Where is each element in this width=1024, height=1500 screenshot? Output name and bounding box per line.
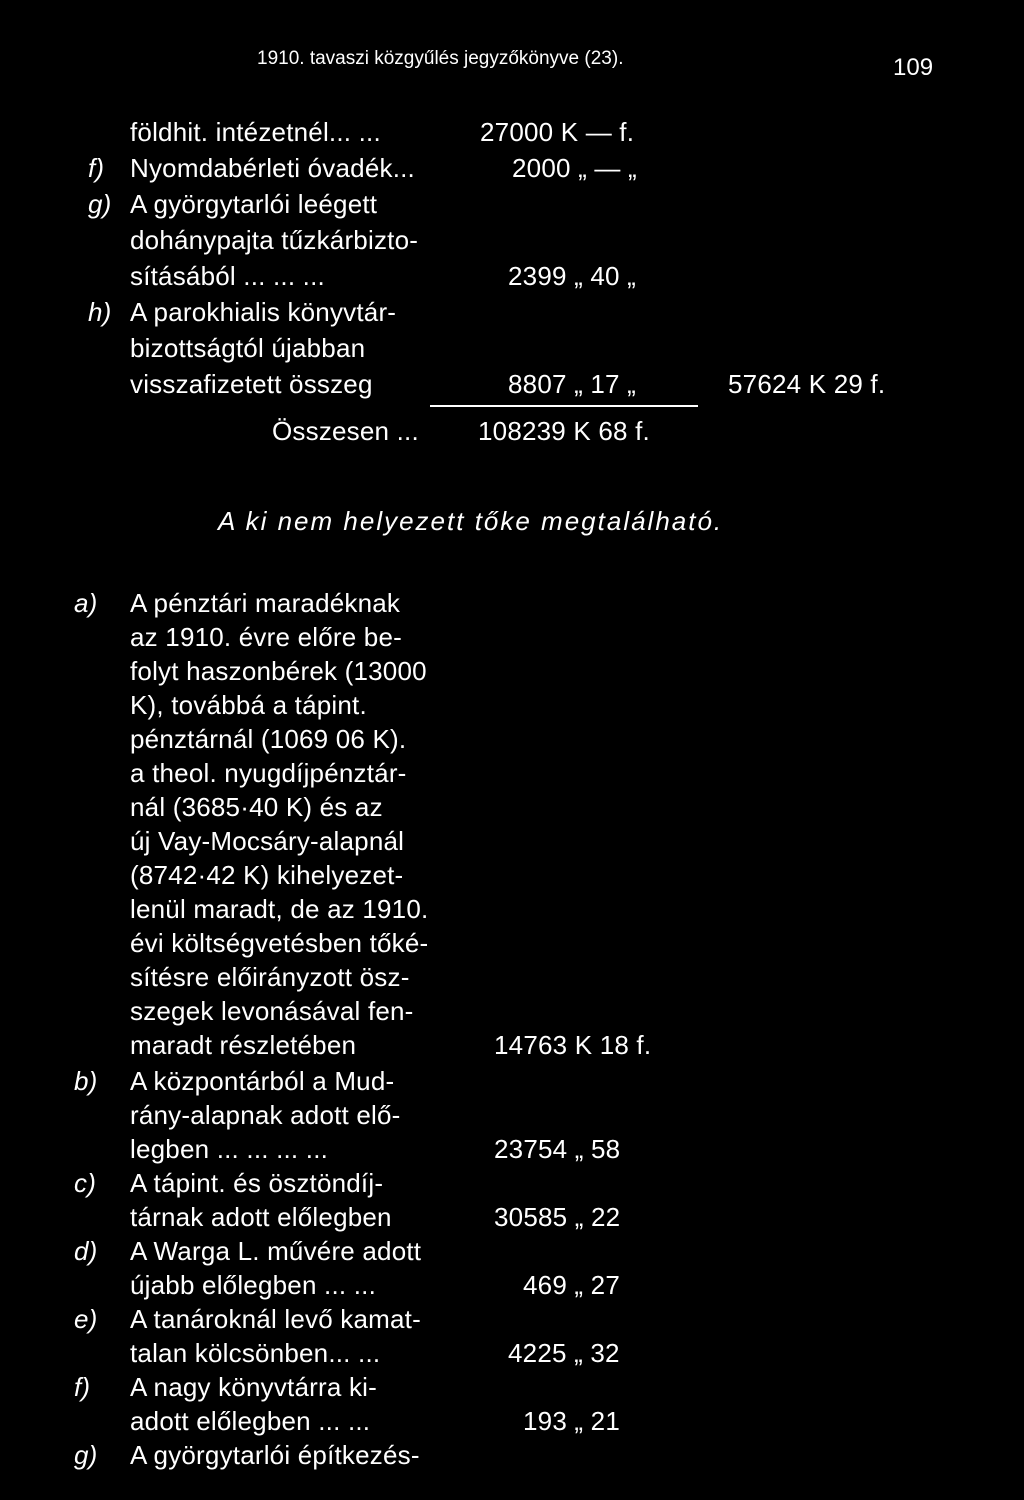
item-label: a) [74, 588, 98, 618]
row-amount: 30585 „ 22 [494, 1202, 621, 1232]
row-amount: 193 „ 21 [523, 1406, 621, 1436]
item-label: f) [88, 153, 105, 183]
row-text: szegek levonásával fen- [130, 996, 414, 1026]
row-text: A tápint. és ösztöndíj- [130, 1168, 384, 1198]
subtotal-amount: 57624 K 29 f. [728, 369, 886, 399]
row-text: K), továbbá a tápint. [130, 690, 367, 720]
item-label: f) [74, 1372, 91, 1402]
row-text: évi költségvetésben tőké- [130, 928, 429, 958]
row-text: maradt részletében [130, 1030, 357, 1060]
row-text: a theol. nyugdíjpénztár- [130, 758, 407, 788]
row-text: A parokhialis könyvtár- [130, 297, 397, 327]
row-text: sításából ... ... ... [130, 261, 325, 291]
row-amount: 4225 „ 32 [508, 1338, 620, 1368]
row-text: adott előlegben ... ... [130, 1406, 371, 1436]
row-text: legben ... ... ... ... [130, 1134, 329, 1164]
row-text: A központárból a Mud- [130, 1066, 395, 1096]
row-text: A Warga L. művére adott [130, 1236, 422, 1266]
row-text: talan kölcsönben... ... [130, 1338, 381, 1368]
row-text: újabb előlegben ... ... [130, 1270, 377, 1300]
section-heading: A ki nem helyezett tőke megtalálható. [218, 506, 724, 536]
row-text: sítésre előirányzott ösz- [130, 962, 410, 992]
running-header: 1910. tavaszi közgyűlés jegyzőkönyve (23). [257, 48, 624, 69]
row-amount: 14763 K 18 f. [494, 1030, 652, 1060]
row-amount: 8807 „ 17 „ [508, 369, 636, 399]
row-text: új Vay-Mocsáry-alapnál [130, 826, 405, 856]
row-text: visszafizetett összeg [130, 369, 373, 399]
item-label: d) [74, 1236, 98, 1266]
row-text: pénztárnál (1069 06 K). [130, 724, 407, 754]
row-text: A györgytarlói építkezés- [130, 1440, 420, 1470]
row-text: földhit. intézetnél... ... [130, 117, 381, 147]
item-label: g) [88, 189, 112, 219]
total-amount: 108239 K 68 f. [478, 416, 650, 446]
row-amount: 27000 K — f. [480, 117, 635, 147]
row-text: az 1910. évre előre be- [130, 622, 402, 652]
row-text: folyt haszonbérek (13000 [130, 656, 427, 686]
row-text: (8742·42 K) kihelyezet- [130, 860, 404, 890]
row-amount: 23754 „ 58 [494, 1134, 621, 1164]
total-label: Összesen ... [272, 416, 419, 446]
row-amount: 2000 „ — „ [512, 153, 637, 183]
row-text: A pénztári maradéknak [130, 588, 401, 618]
row-text: bizottságtól újabban [130, 333, 366, 363]
item-label: b) [74, 1066, 98, 1096]
item-label: g) [74, 1440, 98, 1470]
row-text: dohánypajta tűzkárbizto- [130, 225, 419, 255]
row-text: A tanároknál levő kamat- [130, 1304, 421, 1334]
item-label: e) [74, 1304, 98, 1334]
row-amount: 469 „ 27 [523, 1270, 621, 1300]
page-number: 109 [893, 54, 934, 81]
row-text: A nagy könyvtárra ki- [130, 1372, 377, 1402]
row-text: rány-alapnak adott elő- [130, 1100, 401, 1130]
row-text: tárnak adott előlegben [130, 1202, 392, 1232]
item-label: h) [88, 297, 112, 327]
row-text: A györgytarlói leégett [130, 189, 378, 219]
row-amount: 2399 „ 40 „ [508, 261, 636, 291]
sum-rule [430, 405, 698, 407]
item-label: c) [74, 1168, 97, 1198]
row-text: lenül maradt, de az 1910. [130, 894, 429, 924]
row-text: nál (3685·40 K) és az [130, 792, 383, 822]
row-text: Nyomdabérleti óvadék... [130, 153, 415, 183]
